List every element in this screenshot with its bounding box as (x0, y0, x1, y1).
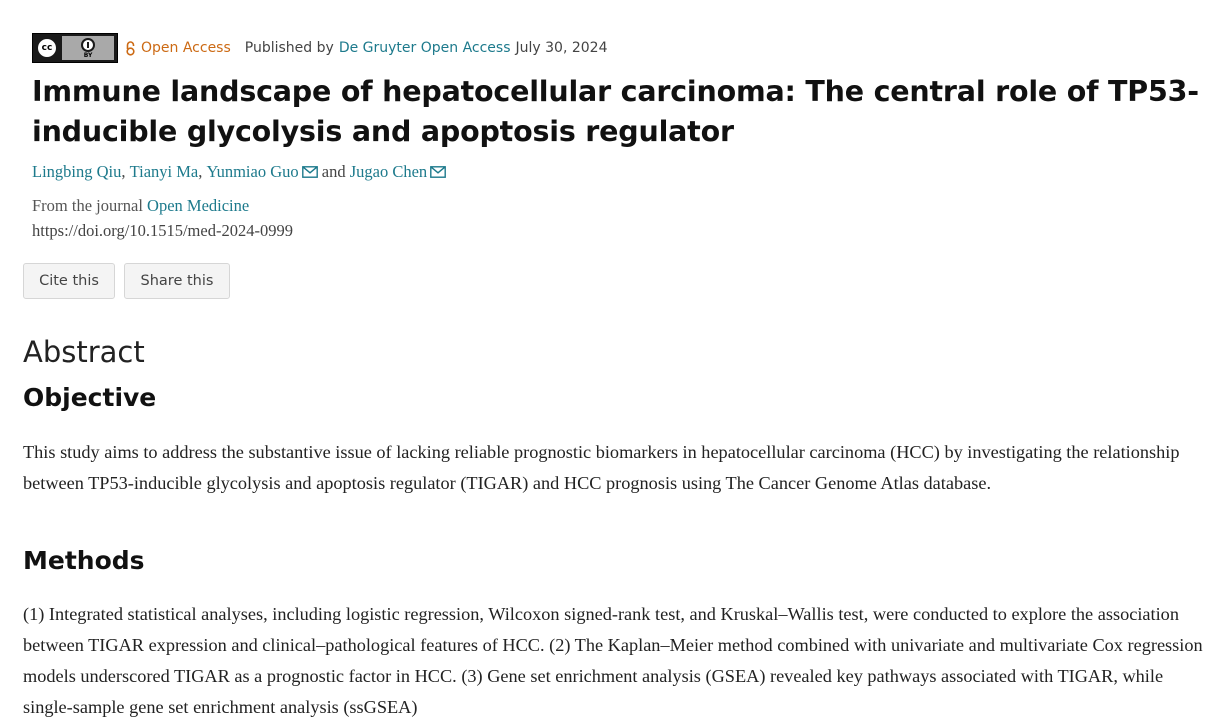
author-link[interactable]: Yunmiao Guo (206, 162, 299, 181)
journal-line (32, 196, 249, 216)
open-lock-icon (126, 41, 135, 56)
publisher-link[interactable]: De Gruyter Open Access (338, 40, 511, 56)
mail-icon[interactable] (302, 166, 318, 178)
share-button[interactable]: Share this (124, 263, 230, 299)
author-link[interactable]: Lingbing Qiu (32, 162, 122, 181)
journal-prefix: From the journal (32, 196, 143, 215)
cc-icon: cc (36, 37, 58, 59)
author-separator: , (198, 162, 203, 181)
abstract-heading: Abstract (23, 335, 145, 369)
doi-link[interactable]: https://doi.org/10.1515/med-2024-0999 (32, 221, 293, 240)
publication-date: July 30, 2024 (515, 40, 608, 56)
open-access-badge (126, 40, 231, 56)
article-title: Immune landscape of hepatocellular carcinoma: The central role of TP53-inducible glycolysis and apoptosis regulator (32, 75, 1199, 148)
objective-paragraph: This study aims to address the substantive issue of lacking reliable prognostic biomarkers in hepatocellular carcinoma (HCC) by investigating the relationship between TP53-inducible glycolysis and apoptosis regulator (TIGAR) and HCC prognosis using The Cancer Genome Atlas database. (23, 442, 1180, 493)
objective-heading: Objective (23, 383, 157, 412)
by-attribution-icon (62, 36, 114, 60)
open-access-label: Open Access (141, 40, 231, 56)
author-link[interactable]: Tianyi Ma (129, 162, 199, 181)
author-link[interactable]: Jugao Chen (349, 162, 428, 181)
methods-heading: Methods (23, 546, 145, 575)
article-meta-line (32, 32, 607, 64)
published-by-label: Published by (244, 40, 334, 56)
author-separator: , (121, 162, 126, 181)
cc-by-license-icon[interactable] (32, 33, 118, 63)
author-list (32, 162, 446, 182)
author-separator: and (321, 162, 346, 181)
methods-paragraph: (1) Integrated statistical analyses, including logistic regression, Wilcoxon signed-rank test, and Kruskal–Wallis test, were conducted to explore the association between TIGAR expression and clinical–pathological features of HCC. (2) The Kaplan–Meier method combined with univariate and multivariate Cox regression models underscored TIGAR as a prognostic factor in HCC. (3) Gene set enrichment analysis (GSEA) revealed key pathways associated with TIGAR, while single-sample gene set enrichment analysis (ssGSEA) (23, 604, 1203, 717)
cite-button[interactable]: Cite this (23, 263, 115, 299)
mail-icon[interactable] (430, 166, 446, 178)
person-icon (81, 38, 95, 52)
by-label: BY (83, 51, 93, 59)
journal-link[interactable]: Open Medicine (147, 196, 250, 215)
